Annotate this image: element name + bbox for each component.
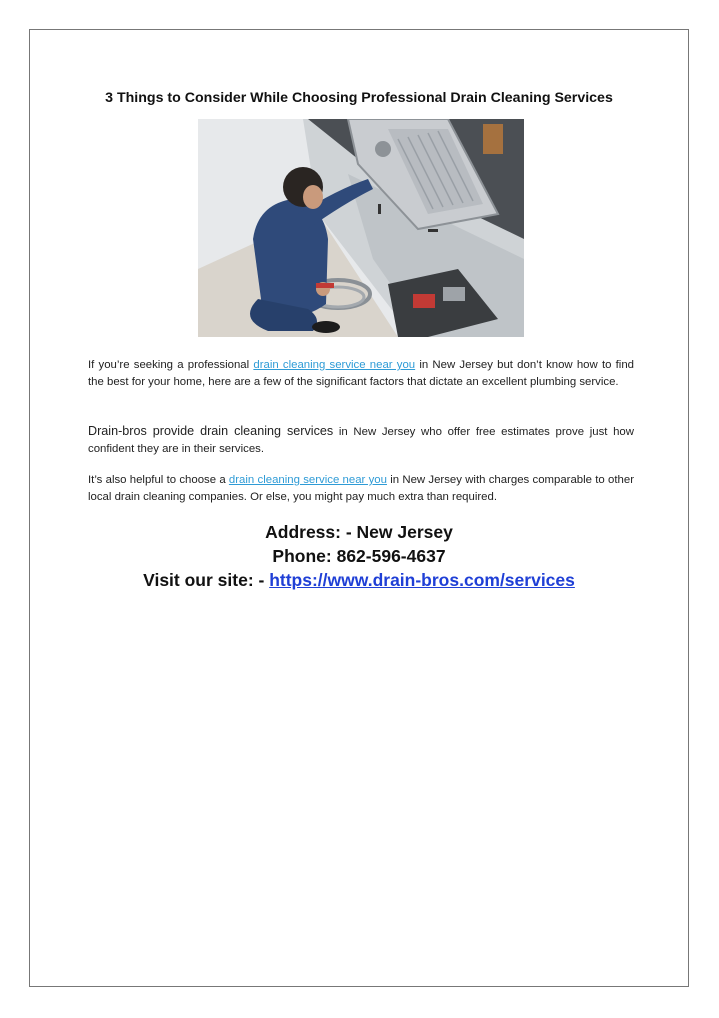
paragraph-charges [88,472,634,505]
paragraph-intro [88,357,634,390]
document-title: 3 Things to Consider While Choosing Professional Drain Cleaning Services [105,90,613,106]
paragraph-drain-bros [88,423,634,457]
paragraph-drain-bros-after: in New Jersey who offer free estimates prove just how confident they are in their services. [88,426,634,455]
paragraph-intro-after: in New Jersey but don’t know how to find the best for your home, here are a few of the significant factors that dictate an excellent plumbing service. [88,359,634,388]
paragraph-intro-before: If you’re seeking a professional [88,359,254,371]
phone-line: Phone: 862-596-4637 [272,546,446,566]
site-line [30,568,688,592]
plumber-photo [198,119,524,337]
document-page [29,29,689,987]
site-label: Visit our site: - [143,570,270,590]
plumber-illustration [198,119,524,337]
site-url-link[interactable]: https://www.drain-bros.com/services [269,570,575,590]
drain-cleaning-link[interactable]: drain cleaning service near you [253,359,416,371]
address-line: Address: - New Jersey [265,522,453,542]
paragraph-charges-after: in New Jersey with charges comparable to other local drain cleaning companies. Or else, you might pay much extra than required. [88,474,634,503]
paragraph-charges-before: It’s also helpful to choose a [88,474,229,486]
paragraph-drain-bros-lead: Drain-bros provide drain cleaning services [88,424,334,438]
drain-cleaning-link-2[interactable]: drain cleaning service near you [228,474,387,486]
